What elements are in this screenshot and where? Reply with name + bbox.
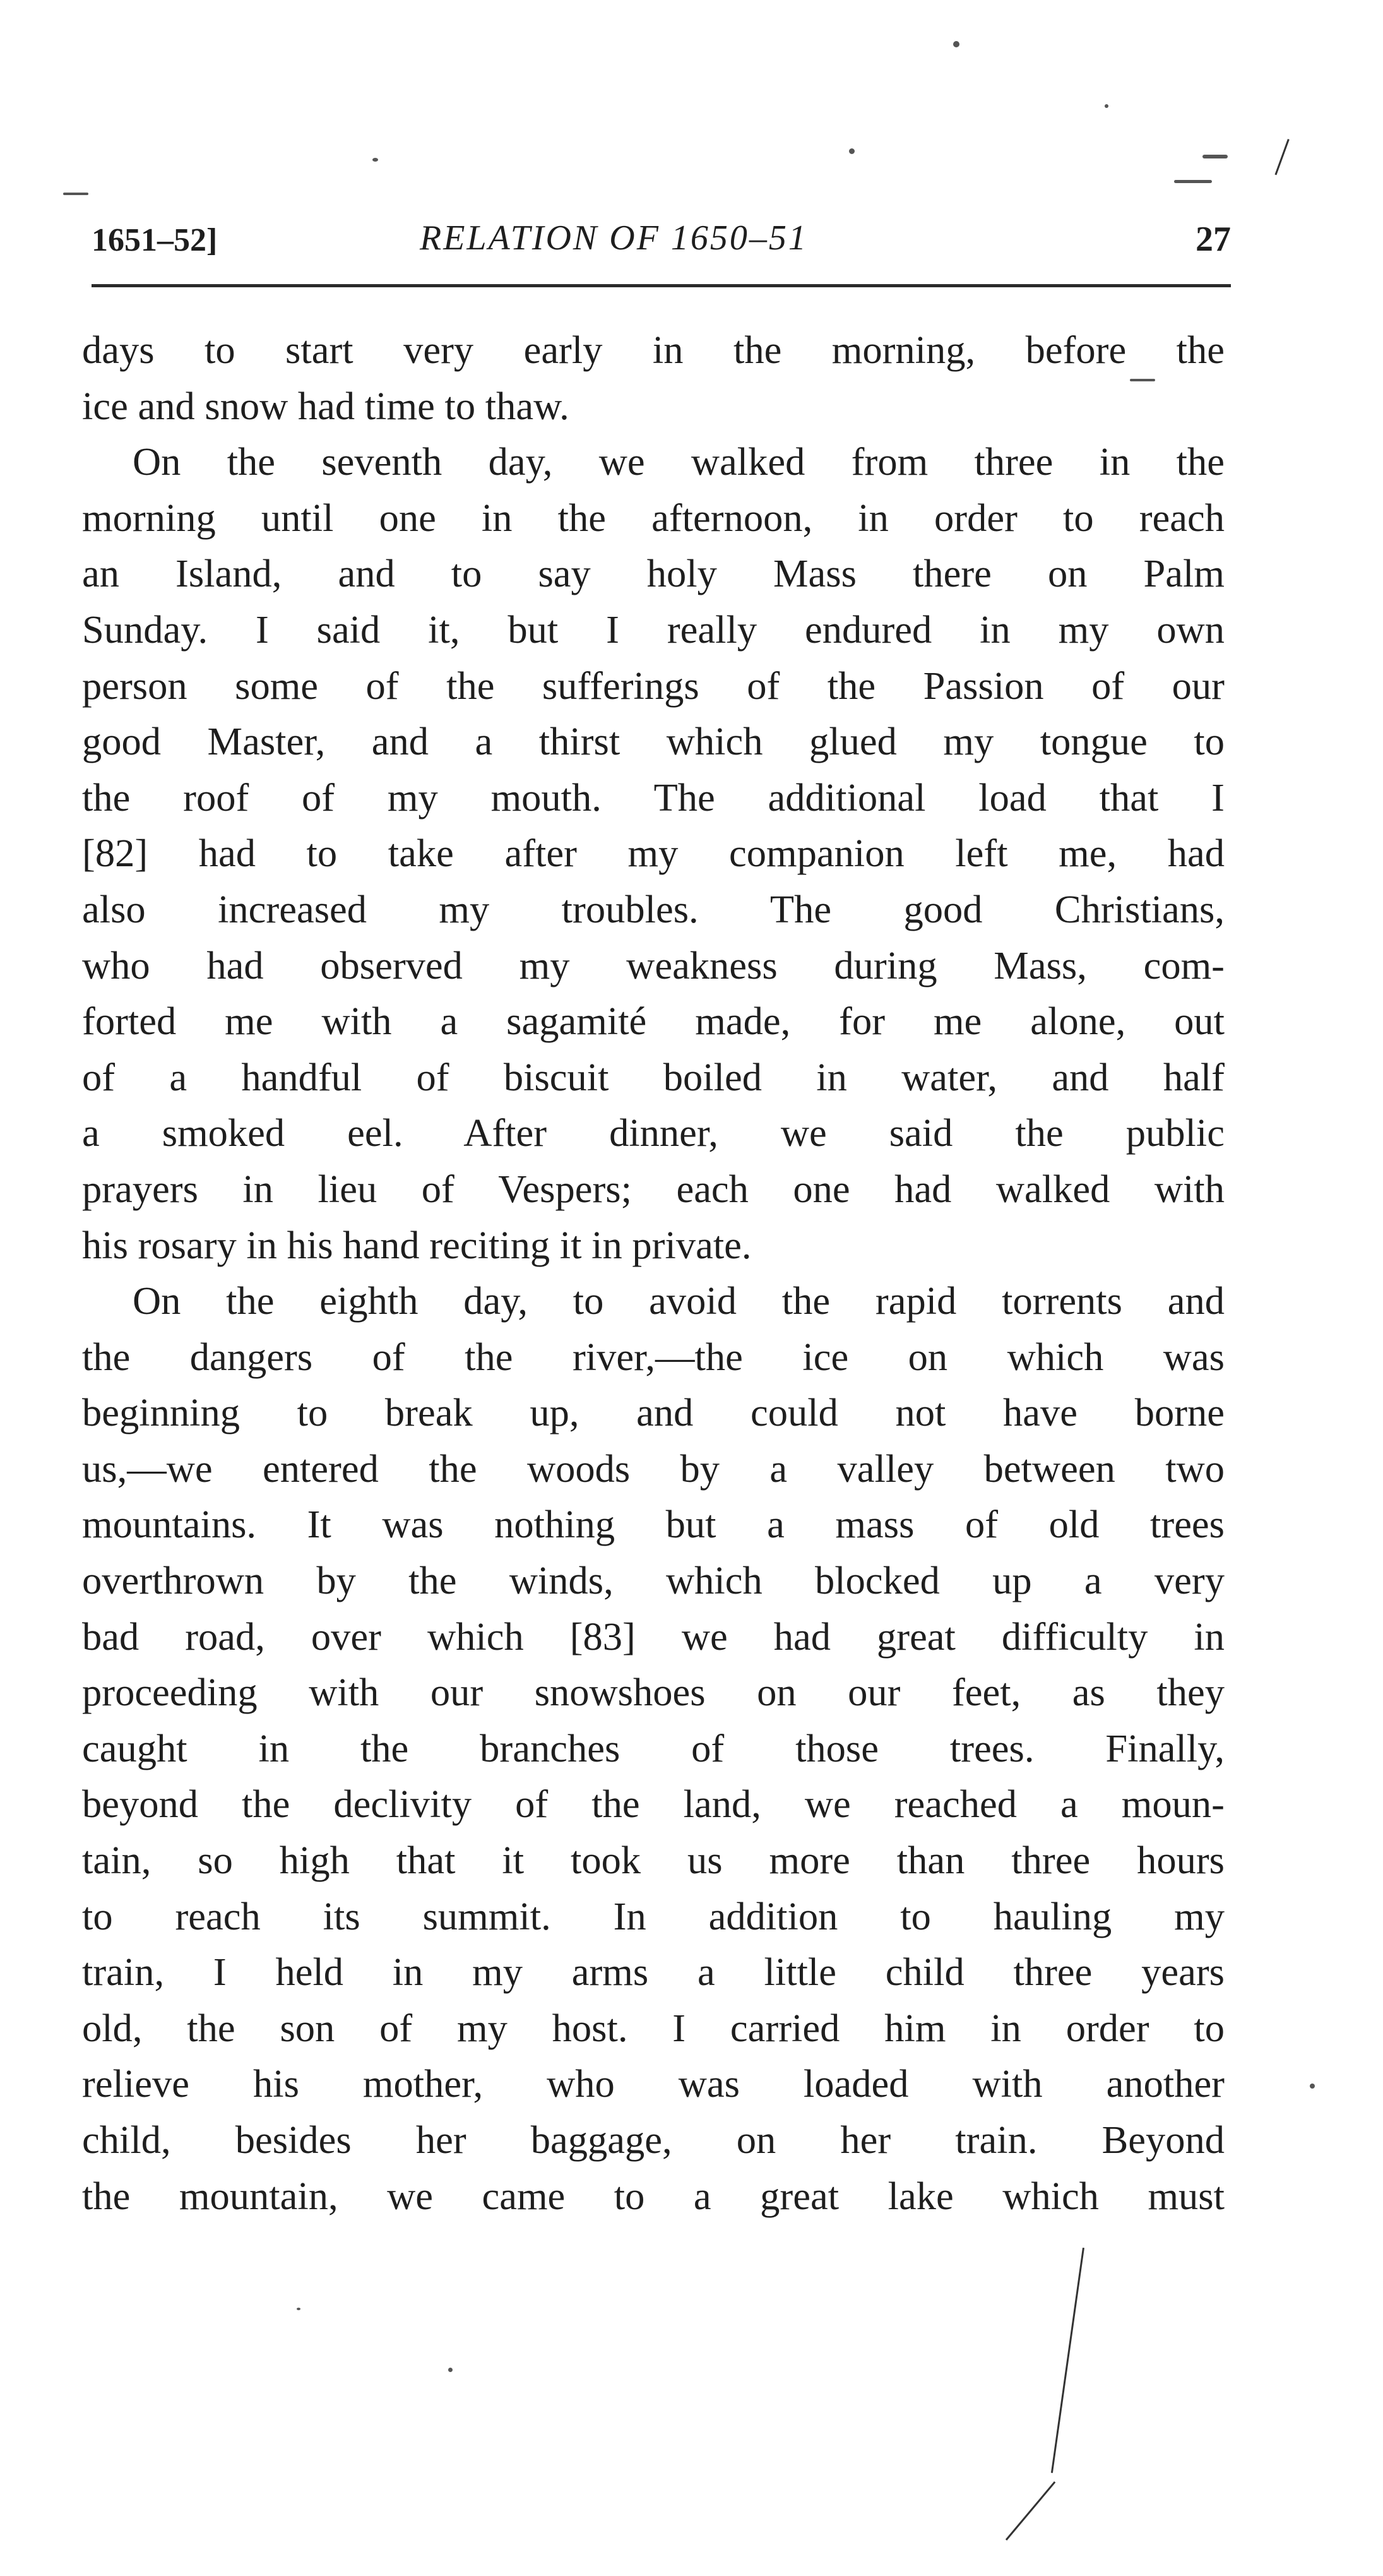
text-line: of a handful of biscuit boiled in water, and half bbox=[82, 1054, 1225, 1099]
scan-speck bbox=[63, 193, 88, 195]
text-line: mountains. It was nothing but a mass of old trees bbox=[82, 1502, 1225, 1547]
text-line: to reach its summit. In addition to hauling my bbox=[82, 1893, 1225, 1938]
header-date-range: 1651–52] bbox=[92, 222, 218, 258]
text-line: child, besides her baggage, on her train. Beyond bbox=[82, 2118, 1225, 2162]
text-line: On the eighth day, to avoid the rapid torrents and bbox=[133, 1279, 1225, 1323]
text-line: caught in the branches of those trees. Finally, bbox=[82, 1726, 1225, 1770]
text-line: good Master, and a thirst which glued my tongue to bbox=[82, 719, 1225, 764]
text-line: overthrown by the winds, which blocked up a very bbox=[82, 1558, 1225, 1603]
text-line: proceeding with our snowshoes on our feet, as they bbox=[82, 1670, 1225, 1715]
text-line: Sunday. I said it, but I really endured in my own bbox=[82, 607, 1225, 652]
scan-speck bbox=[1105, 104, 1108, 108]
scan-speck bbox=[372, 158, 378, 162]
text-line: beginning to break up, and could not have borne bbox=[82, 1390, 1225, 1435]
text-line: tain, so high that it took us more than three hours bbox=[82, 1838, 1225, 1883]
text-line: On the seventh day, we walked from three in the bbox=[133, 439, 1225, 484]
text-line: person some of the sufferings of the Passion of our bbox=[82, 663, 1225, 708]
text-line: us,—we entered the woods by a valley between two bbox=[82, 1446, 1225, 1491]
running-header bbox=[92, 212, 1231, 268]
scan-speck bbox=[1130, 379, 1155, 381]
text-line: bad road, over which [83] we had great difficulty in bbox=[82, 1614, 1225, 1659]
text-line: old, the son of my host. I carried him in order to bbox=[82, 2005, 1225, 2050]
text-line: who had observed my weakness during Mass, com- bbox=[82, 943, 1225, 987]
text-line: also increased my troubles. The good Christians, bbox=[82, 886, 1225, 931]
text-line: prayers in lieu of Vespers; each one had walked with bbox=[82, 1166, 1225, 1211]
header-rule bbox=[92, 284, 1231, 287]
text-line: an Island, and to say holy Mass there on Palm bbox=[82, 551, 1225, 596]
scan-speck bbox=[1202, 155, 1228, 158]
page-number: 27 bbox=[1196, 220, 1231, 259]
text-line: ice and snow had time to thaw. bbox=[82, 383, 569, 428]
text-line: morning until one in the afternoon, in order to reach bbox=[82, 495, 1225, 540]
text-line: train, I held in my arms a little child three years bbox=[82, 1950, 1225, 1995]
text-line: days to start very early in the morning, before the bbox=[82, 328, 1225, 372]
text-line: beyond the declivity of the land, we reached a moun- bbox=[82, 1782, 1225, 1827]
text-line: forted me with a sagamité made, for me alone, out bbox=[82, 999, 1225, 1044]
text-line: the roof of my mouth. The additional load that I bbox=[82, 775, 1225, 820]
margin-pencil-mark bbox=[1051, 2248, 1084, 2473]
text-line: [82] had to take after my companion left me, had bbox=[82, 831, 1225, 876]
scan-speck bbox=[849, 148, 855, 154]
scan-speck bbox=[1310, 2084, 1315, 2089]
scan-speck bbox=[448, 2368, 453, 2372]
text-line: a smoked eel. After dinner, we said the public bbox=[82, 1111, 1225, 1155]
text-line: the dangers of the river,—the ice on which was bbox=[82, 1334, 1225, 1379]
scan-speck bbox=[1174, 180, 1212, 183]
text-line: the mountain, we came to a great lake which must bbox=[82, 2173, 1225, 2218]
scan-speck bbox=[297, 2308, 300, 2310]
header-title: RELATION OF 1650–51 bbox=[420, 218, 808, 258]
text-line: relieve his mother, who was loaded with another bbox=[82, 2061, 1225, 2106]
scan-speck bbox=[953, 41, 959, 47]
margin-pencil-mark bbox=[1274, 139, 1289, 175]
body-text bbox=[82, 322, 1225, 2224]
margin-pencil-mark bbox=[1006, 2481, 1055, 2541]
text-line: his rosary in his hand reciting it in private. bbox=[82, 1222, 752, 1267]
